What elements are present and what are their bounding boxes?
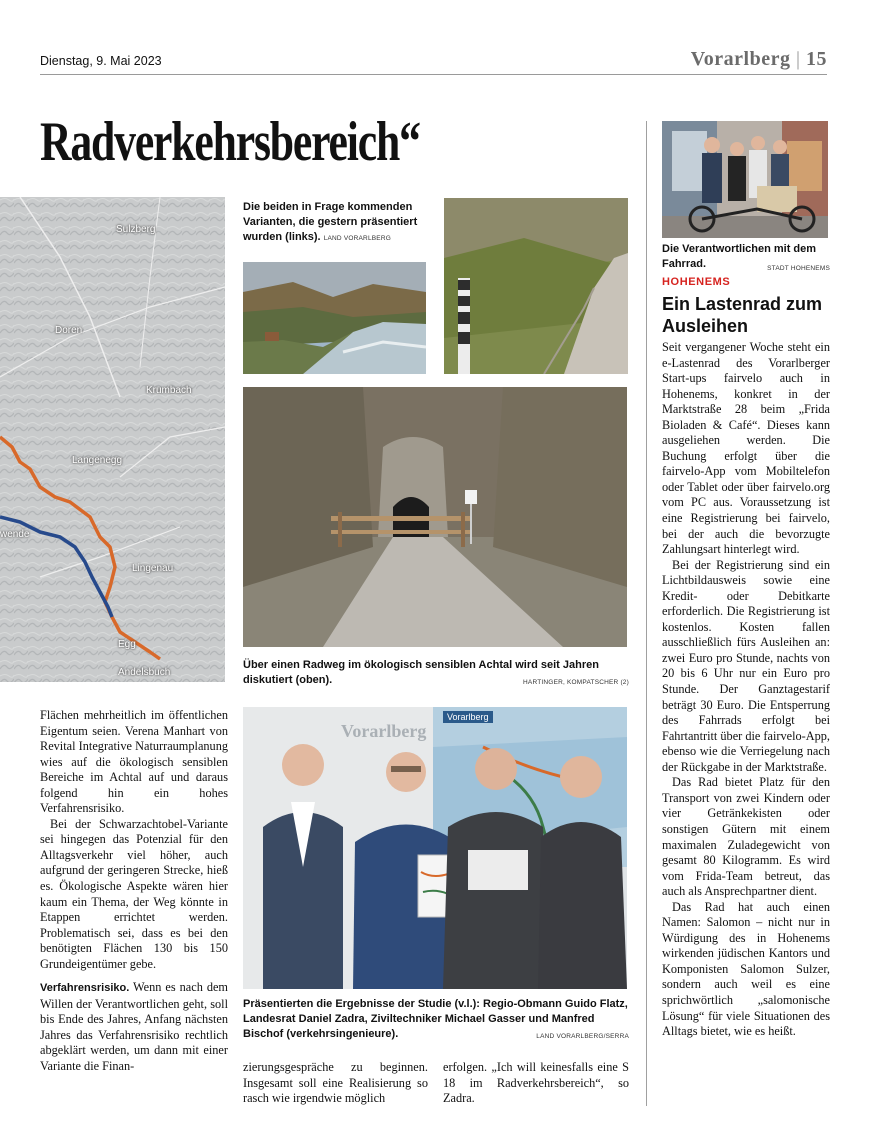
sidebar-headline: Ein Lastenrad zum Ausleihen bbox=[662, 294, 823, 336]
sidebar-paragraph: Das Rad hat auch einen Namen: Salomon – nicht nur in Würdigung des in Hohenems wirkenden jüdischen Kantors und Komponisten Salomon Sulzer, sondern auch weil es eine sprichwörtlich „salomonische Lösung“ für viele Situationen des Alltags bietet, wie es heißt. bbox=[662, 899, 830, 1039]
sidebar-divider bbox=[646, 121, 647, 1106]
page-number: 15 bbox=[806, 48, 827, 70]
map-graphic bbox=[0, 197, 225, 682]
sidebar-paragraph: Das Rad bietet Platz für den Transport von zwei Kindern oder vier Getränkekisten oder sonstigen Gütern mit einem maximalen Zuladegewicht von gesamt 80 Kilogramm. Es wird vom Frida-Team betreut, das auch als Ansprechpartner dient. bbox=[662, 775, 830, 899]
photo-tunnel bbox=[243, 387, 627, 647]
article-paragraph: Bei der Schwarzachtobel-Variante sei hingegen das Potenzial für den Alltagsverkehr viel höher, auch aufgrund der geringeren Strecke, hieß es. Ökologische Aspekte wären hier kaum ein Thema, der Weg könnte in Etappen errichtet werden. Problematisch sei, dass es bei den benötigten Flächen 130 bis 150 Grundeigentümer gebe. bbox=[40, 816, 228, 971]
photo-caption-tunnel bbox=[243, 658, 629, 690]
map-label-egg: Egg bbox=[118, 639, 136, 650]
article-paragraph-text: Wenn es nach dem Willen der Verantwortlichen geht, soll bis Ende des Jahres, Anfang nächsten Jahres das Verfahrensrisiko rechtlich abgeklärt werden, um dann mit einer Variante die Finan- bbox=[40, 980, 228, 1074]
map-label-sulzberg: Sulzberg bbox=[116, 224, 156, 235]
route-map bbox=[0, 197, 225, 682]
photo-path-sign bbox=[444, 198, 628, 374]
photo-credit-cargo-bike: STADT HOHENEMS bbox=[767, 265, 830, 272]
sidebar-article bbox=[662, 340, 830, 1040]
article-subhead: Verfahrensrisiko. bbox=[40, 982, 130, 995]
photo-group bbox=[243, 707, 627, 989]
map-label-doren: Doren bbox=[55, 325, 83, 336]
group-backdrop-text-left: Vorarlberg bbox=[341, 721, 427, 741]
headline: Radverkehrsbereich“ bbox=[40, 111, 420, 173]
map-label-langenegg: Langenegg bbox=[72, 455, 123, 466]
photo-caption-top bbox=[243, 200, 433, 246]
article-paragraph bbox=[40, 980, 228, 1074]
section-header: Vorarlberg | 15 bbox=[690, 48, 827, 70]
map-label-lingenau: Lingenau bbox=[132, 563, 174, 574]
tunnel-image bbox=[243, 387, 627, 647]
path-image bbox=[444, 198, 628, 374]
article-paragraph: erfolgen. „Ich will keinesfalls eine S 18 im Radverkehrsbereich“, so Zadra. bbox=[443, 1060, 629, 1106]
photo-cargo-bike bbox=[662, 121, 828, 238]
photo-river bbox=[243, 262, 426, 374]
photo-credit-tunnel: HARTINGER, KOMPATSCHER (2) bbox=[523, 679, 629, 686]
map-label-krumbach: Krumbach bbox=[146, 385, 192, 396]
article-column-1 bbox=[40, 708, 228, 1075]
photo-caption-cargo-bike bbox=[662, 242, 830, 276]
photo-credit-group: LAND VORARLBERG/SERRA bbox=[536, 1033, 629, 1040]
header-rule bbox=[40, 74, 827, 75]
photo-caption-top-text: Die beiden in Frage kommenden Varianten, die gestern präsentiert wurden (links). bbox=[243, 201, 418, 243]
photo-caption-cargo-bike-text: Die Verantwortlichen mit dem Fahrrad. bbox=[662, 243, 817, 270]
article-paragraph: Flächen mehrheitlich im öffentlichen Eigentum seien. Verena Manhart von Revital Integrative Naturraumplanung wies auf die ökologisch sensiblen Bereiche im Achtal auf und daraus folgend hin ein hohes Verfahrensrisiko. bbox=[40, 708, 228, 816]
map-label-andelsbuch: Andelsbuch bbox=[118, 667, 171, 678]
photo-credit-top: LAND VORARLBERG bbox=[323, 235, 391, 242]
photo-caption-group bbox=[243, 997, 629, 1044]
article-paragraph: zierungsgespräche zu beginnen. Insgesamt soll eine Realisierung so rasch wie irgendwie möglich bbox=[243, 1060, 428, 1106]
article-column-2 bbox=[243, 1060, 428, 1107]
map-label-wende: wende bbox=[0, 529, 30, 540]
group-image bbox=[243, 707, 627, 989]
article-column-3 bbox=[443, 1060, 629, 1107]
river-image bbox=[243, 262, 426, 374]
group-backdrop-text-right: Vorarlberg bbox=[443, 711, 493, 723]
photo-caption-group-text: Präsentierten die Ergebnisse der Studie (v.l.): Regio-Obmann Guido Flatz, Landesrat Daniel Zadra, Ziviltechniker Michael Gasser und Manfred Bischof (verkehrsingenieure). bbox=[243, 998, 628, 1040]
sidebar-paragraph: Bei der Registrierung sind ein Lichtbildausweis sowie eine Kredit- oder Debitkarte erforderlich. Die Registrierung ist kostenlos. Kosten fallen ausschließlich fürs Ausleihen an: zwei Euro pro Stunde, nachts von 20 bis 6 Uhr nur ein Euro pro Stunde. Der Ganztagestarif beträgt 30 Euro. Die Entsperrung des Fahrrads erfolgt bei Fahrtantritt über die fairvelo-App, ebenso wie die Verriegelung nach der Rückgabe in der Marktstraße. bbox=[662, 557, 831, 774]
sidebar-kicker: HOHENEMS bbox=[662, 276, 731, 288]
issue-date: Dienstag, 9. Mai 2023 bbox=[40, 54, 162, 68]
cargo-bike-image bbox=[662, 121, 828, 238]
sidebar-paragraph: Seit vergangener Woche steht ein e-Lastenrad des Vorarlberger Start-ups fairvelo auch in Hohenems, konkret in der Marktstraße 28 beim „Frida Bioladen & Café“. Dieses kann ausgeliehen werden. Die Buchung erfolgt über die fairvelo-App vom Mobiltelefon oder Tablet oder über fairvelo.org vom PC aus. Voraussetzung ist eine Registrierung bei fairvelo, bei der auch die bevorzugte Zahlungsart hinterlegt wird. bbox=[662, 340, 830, 557]
photo-caption-tunnel-text: Über einen Radweg im ökologisch sensiblen Achtal wird seit Jahren diskutiert (oben). bbox=[243, 659, 599, 686]
section-name: Vorarlberg bbox=[690, 48, 791, 70]
